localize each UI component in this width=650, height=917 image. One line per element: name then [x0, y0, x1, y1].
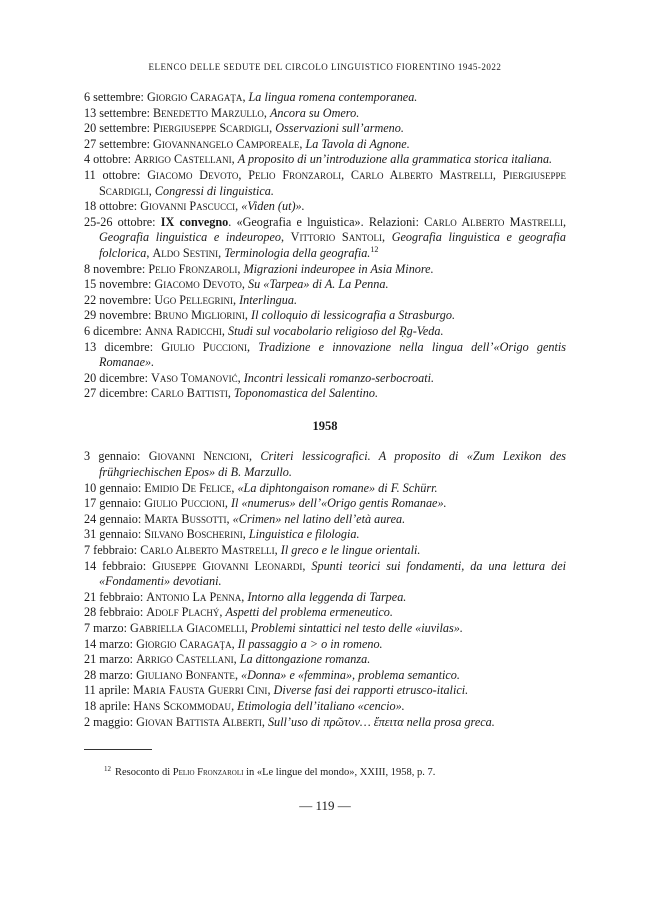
entry-separator: , — [267, 683, 274, 698]
entry-date: 28 febbraio: — [84, 605, 147, 620]
entry-date: 21 febbraio: — [84, 589, 147, 604]
entry-date: 20 dicembre: — [84, 370, 152, 385]
entry-title: Il greco e le lingue orientali. — [280, 543, 421, 558]
entry-title: «Donna» e «femmina», problema semantico. — [241, 667, 460, 682]
session-entry — [84, 637, 566, 653]
entry-separator: , — [227, 386, 234, 401]
convegno-entry: 25-26 ottobre: IX convegno. «Geografia e lnguistica». Relazioni: Carlo Alberto Mastrelli, Geografia linguistica e indeuropeo, Vittorio Santoli, Geografia linguistica e geografia folclorica, Aldo Sestini, Terminologia della geografia.$^{12}$ — [84, 214, 566, 260]
entry-date: 18 ottobre: — [84, 199, 141, 214]
entry-date: 7 marzo: — [84, 621, 131, 635]
entry-speaker: Silvano Boscherini — [144, 527, 243, 542]
footnote-reference[interactable]: 12 — [370, 244, 379, 254]
entry-separator: , — [231, 480, 238, 495]
session-entry — [84, 715, 566, 731]
session-entry — [84, 277, 566, 293]
session-entry — [84, 683, 566, 699]
entry-separator: , — [261, 714, 268, 729]
entry-speaker: Giuseppe Giovanni Leonardi — [152, 558, 303, 573]
entry-title: Il passaggio a > o in romeno. — [237, 636, 383, 651]
entry-title: La dittongazione romanza. — [239, 652, 371, 667]
entry-title: A proposito di un’introduzione alla grammatica storica italiana. — [237, 152, 553, 167]
entry-speaker: Ugo Pellegrini — [154, 292, 234, 307]
session-entry — [84, 621, 566, 637]
entry-speaker: Arrigo Castellani — [134, 152, 232, 167]
entry-date: 6 dicembre: — [84, 323, 145, 338]
entry-date: 14 marzo: — [84, 636, 137, 651]
entry-separator: , — [235, 199, 242, 214]
entry-title: «La diphtongaison romane» di F. Schürr. — [237, 480, 438, 495]
entry-speaker: Anna Radicchi — [144, 323, 222, 338]
entry-title: Migrazioni indeuropee in Asia Minore. — [243, 261, 434, 276]
entry-separator: , — [231, 698, 238, 713]
entry-date: 22 novembre: — [84, 292, 155, 307]
session-entry — [84, 386, 566, 402]
entry-title: Interlingua. — [239, 292, 298, 307]
entry-speaker: Emidio De Felice — [144, 480, 232, 495]
entry-date: 24 gennaio: — [84, 511, 145, 526]
entry-date: 7 febbraio: — [84, 543, 141, 558]
entry-title: Toponomastica del Salentino. — [233, 386, 379, 401]
entry-title: Osservazioni sull’armeno. — [275, 121, 404, 136]
session-entry — [84, 293, 566, 309]
entry-speaker: Giacomo Devoto — [154, 277, 242, 292]
entry-speaker: Piergiuseppe Scardigli — [153, 121, 270, 136]
entry-separator: , — [237, 370, 244, 385]
entry-speaker: Carlo Alberto Mastrelli — [424, 214, 563, 229]
entry-date: 29 novembre: — [84, 308, 155, 323]
entry-date: 27 dicembre: — [84, 386, 152, 401]
entry-title: Congressi di linguistica. — [154, 183, 274, 198]
entry-date: 3 gennaio: — [84, 449, 149, 464]
entry-separator: , — [242, 90, 249, 104]
entry-separator: , — [244, 308, 252, 323]
entry-date: 10 gennaio: — [84, 480, 145, 495]
entry-title: Su «Tarpea» di A. La Penna. — [247, 277, 389, 292]
entry-date: 28 marzo: — [84, 667, 137, 682]
entry-title: Diverse fasi dei rapporti etrusco-italici. — [273, 683, 469, 698]
entry-title: Geografia linguistica e indeuropeo — [99, 230, 281, 245]
entry-speaker: Giorgio Caragaţa — [136, 636, 232, 651]
entry-title: Linguistica e filologia. — [248, 527, 360, 542]
entry-speaker: Giovannangelo Camporeale — [153, 136, 300, 151]
entry-separator: , — [233, 652, 240, 667]
entry-separator: , — [241, 589, 248, 604]
footnote — [104, 766, 566, 779]
entry-date: 11 aprile: — [84, 683, 133, 698]
entry-speaker: Carlo Battisti — [151, 386, 228, 401]
entry-separator: , — [241, 277, 248, 292]
entry-title: Il colloquio di lessicografia a Strasburgo. — [251, 308, 456, 323]
entry-separator: , — [233, 292, 240, 307]
entry-speaker: Carlo Alberto Mastrelli — [140, 543, 275, 558]
year-heading: 1958 — [312, 418, 338, 433]
entry-speaker: Maria Fausta Guerri Cini — [132, 683, 268, 698]
entry-speaker: Vaso Tomanović — [151, 370, 238, 385]
page-number: — 119 — — [299, 798, 351, 813]
entry-speaker: Giulio Puccioni — [161, 339, 248, 354]
entry-separator: , — [274, 543, 281, 558]
entry-separator: , — [247, 339, 259, 354]
session-entry — [84, 152, 566, 168]
session-entry — [84, 199, 566, 215]
entry-speaker: Arrigo Castellani — [136, 652, 234, 667]
entry-title: «Viden (ut)». — [241, 199, 305, 214]
session-entry — [84, 324, 566, 340]
entry-separator: , — [234, 667, 242, 682]
session-entry — [84, 543, 566, 559]
footnote-text-after: in «Le lingue del mondo», XXIII, 1958, p. 7. — [243, 767, 436, 778]
entry-date: 15 novembre: — [84, 277, 155, 292]
entry-title: Etimologia dell’italiano «cencio». — [237, 698, 405, 713]
footnote-text-before: Resoconto di — [115, 767, 173, 778]
entry-speaker: Vittorio Santoli — [290, 230, 383, 245]
session-entry — [84, 527, 566, 543]
session-entry — [84, 308, 566, 324]
session-entry — [84, 605, 566, 621]
convegno-label: IX convegno — [160, 214, 229, 229]
entry-list-1958 — [84, 449, 566, 730]
session-entry — [84, 106, 566, 122]
entry-separator: , — [299, 136, 306, 151]
session-entry — [84, 668, 566, 684]
entry-date: 27 settembre: — [84, 136, 154, 151]
session-entry — [84, 481, 566, 497]
entry-speaker: Bruno Migliorini — [154, 308, 245, 323]
entry-speaker: Giacomo Devoto, Pelio Fronzaroli, Carlo Alberto Mastrelli, Piergiuseppe Scardigli — [99, 167, 566, 198]
session-entry — [84, 449, 566, 480]
entry-title: Aspetti del problema ermeneutico. — [225, 605, 393, 620]
entry-title: Studi sul vocabolario religioso del Ṛg-Veda. — [228, 323, 444, 338]
entry-date: 11 ottobre: — [84, 167, 148, 182]
entry-date: 6 settembre: — [84, 90, 147, 104]
entry-date: 17 gennaio: — [84, 496, 145, 511]
entry-speaker: Benedetto Marzullo — [153, 105, 264, 120]
entry-title: Intorno alla leggenda di Tarpea. — [247, 589, 407, 604]
entry-title: Geografia linguistica e geografia folclorica — [99, 230, 566, 260]
entry-separator: , — [226, 511, 233, 526]
session-entry — [84, 168, 566, 199]
entry-separator: , — [249, 449, 261, 464]
entry-date: 8 novembre: — [84, 261, 149, 276]
session-entry — [84, 371, 566, 387]
footnote-rule — [84, 749, 152, 750]
footnote-number: 12 — [104, 764, 111, 773]
entry-separator: , — [219, 605, 226, 620]
entry-title: Il «numerus» dell’«Origo gentis Romanae». — [230, 496, 447, 511]
entry-title: Ancora su Omero. — [269, 105, 360, 120]
session-entry — [84, 496, 566, 512]
entry-speaker: Giovanni Pascucci — [140, 199, 236, 214]
entry-date: 13 settembre: — [84, 105, 154, 120]
entry-separator: , — [221, 323, 228, 338]
entry-date: 14 febbraio: — [84, 558, 153, 573]
entry-speaker: Giorgio Caragaţa — [146, 90, 243, 104]
session-entry — [84, 512, 566, 528]
entry-separator: , — [231, 152, 238, 167]
session-entry — [84, 90, 566, 106]
entry-separator: , — [244, 621, 251, 635]
entry-date: 13 dicembre: — [84, 339, 162, 354]
entry-title: «Crimen» nel latino dell’età aurea. — [232, 511, 406, 526]
session-entry — [84, 559, 566, 590]
entry-speaker: Pelio Fronzaroli — [148, 261, 238, 276]
entry-speaker: Gabriella Giacomelli — [130, 621, 245, 635]
entry-separator: , — [269, 121, 276, 136]
session-entry — [84, 699, 566, 715]
session-entry — [84, 340, 566, 371]
entry-title: Terminologia della geografia. — [224, 245, 371, 260]
entry-title: La lingua romena contemporanea. — [248, 90, 418, 104]
session-entry — [84, 652, 566, 668]
entry-separator: , — [263, 105, 270, 120]
session-entry — [84, 262, 566, 278]
entry-speaker: Giulio Puccioni — [144, 496, 225, 511]
session-entry — [84, 590, 566, 606]
entry-date: 31 gennaio: — [84, 527, 145, 542]
entry-title: Spunti teorici sui fondamenti, da una lettura dei «Fondamenti» devotiani. — [99, 558, 566, 589]
entry-separator: , — [302, 558, 312, 573]
running-head: ELENCO DELLE SEDUTE DEL CIRCOLO LINGUISTICO FIORENTINO 1945-2022 — [148, 62, 502, 72]
entry-separator: , — [231, 636, 238, 651]
entry-speaker: Aldo Sestini — [152, 245, 219, 260]
entry-speaker: Giovanni Nencioni — [148, 449, 249, 464]
text-block — [84, 90, 566, 730]
entry-date: 18 aprile: — [84, 698, 134, 713]
entry-speaker: Giuliano Bonfante — [136, 667, 235, 682]
entry-speaker: Adolf Plachý — [146, 605, 220, 620]
entry-title: Tradizione e innovazione nella lingua dell’«Origo gentis Romanae». — [99, 339, 566, 370]
footnote-name: Pelio Fronzaroli — [172, 767, 244, 778]
entry-title: Sull’uso di πρῶτον… ἔπειτα nella prosa greca. — [267, 714, 495, 729]
entry-title: Problemi sintattici nel testo delle «iuvilas». — [250, 621, 463, 635]
entry-date: 25-26 ottobre: — [84, 214, 161, 229]
convegno-theme: . «Geografia e lnguistica». Relazioni: — [228, 214, 425, 229]
entry-speaker: Hans Sckommodau — [133, 698, 232, 713]
entry-separator: , — [237, 261, 244, 276]
entry-date: 2 maggio: — [84, 714, 137, 729]
entry-speaker: Marta Bussotti — [144, 511, 227, 526]
session-entry — [84, 121, 566, 137]
session-entry — [84, 137, 566, 153]
entry-speaker: Antonio La Penna — [146, 589, 242, 604]
entry-speaker: Giovan Battista Alberti — [136, 714, 262, 729]
entry-title: Criteri lessicografici. A proposito di «Zum Lexikon des frühgriechischen Epos» di B. Marzullo. — [99, 449, 566, 480]
entry-date: 4 ottobre: — [84, 152, 135, 167]
entry-separator: , — [148, 183, 155, 198]
entry-title: La Tavola di Agnone. — [305, 136, 410, 151]
entry-date: 21 marzo: — [84, 652, 137, 667]
entry-separator: , — [242, 527, 249, 542]
entry-list-1957-a — [84, 90, 566, 215]
entry-separator: , — [224, 496, 231, 511]
entry-title: Incontri lessicali romanzo-serbocroati. — [243, 370, 435, 385]
entry-list-1957-b — [84, 262, 566, 402]
entry-date: 20 settembre: — [84, 121, 154, 136]
